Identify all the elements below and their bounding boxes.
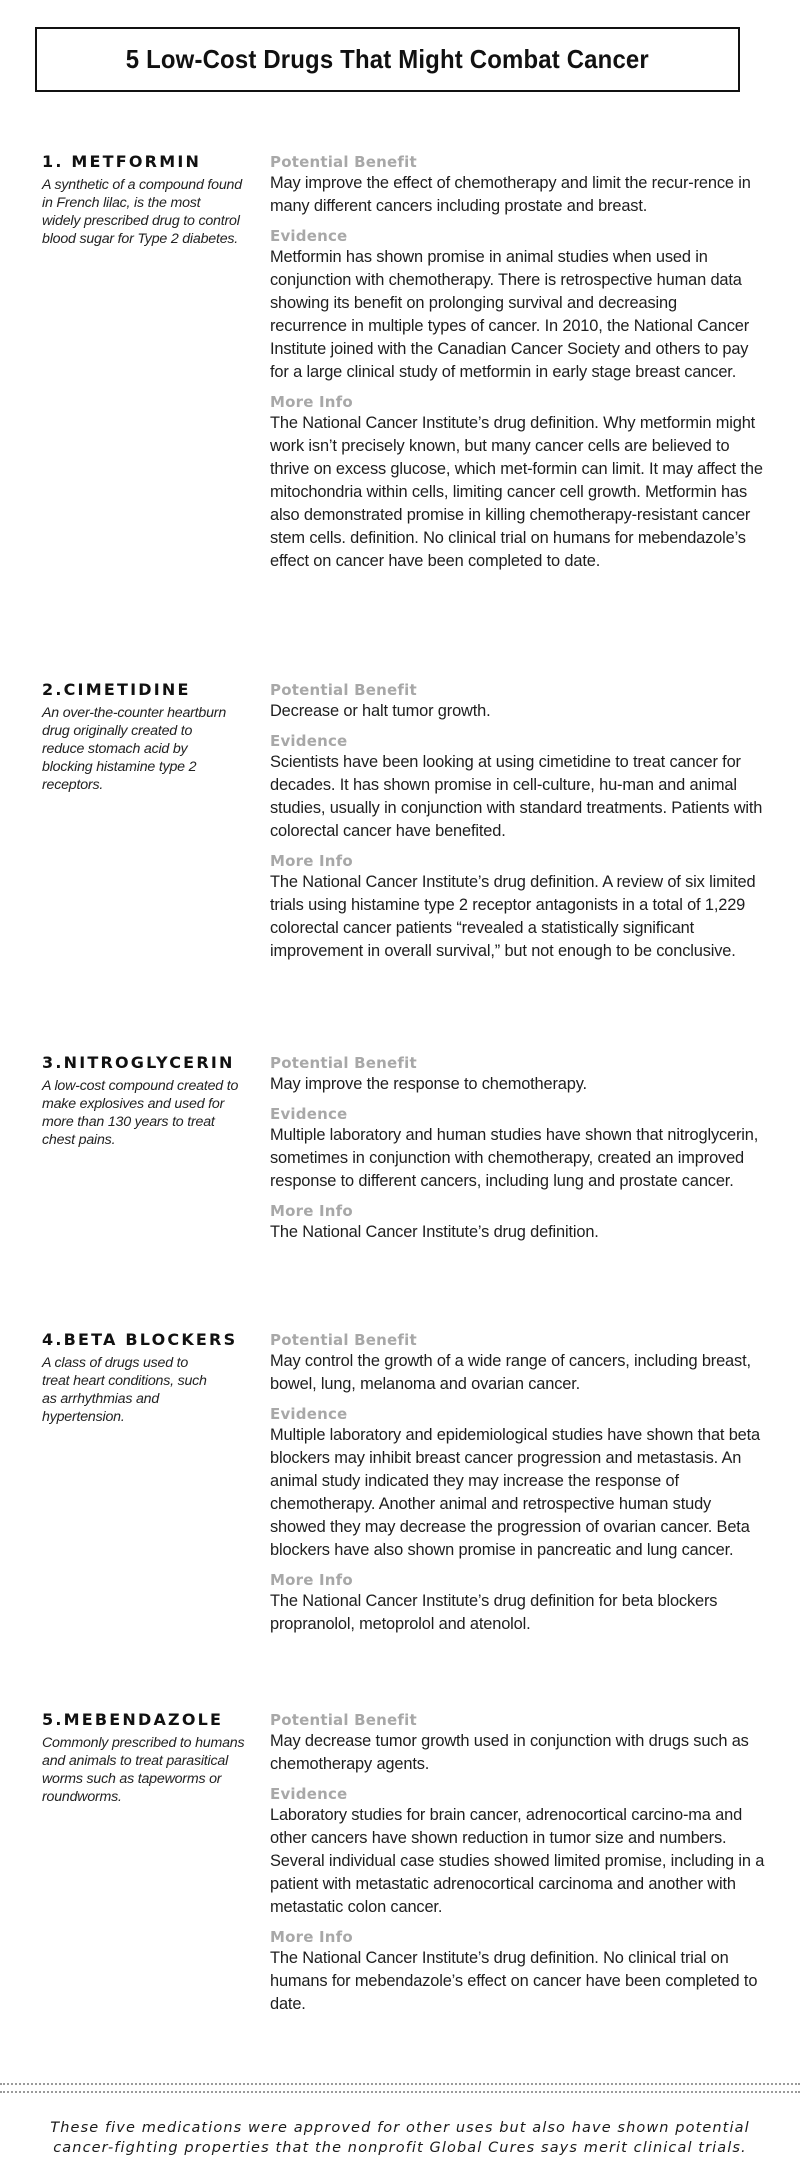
more-info-text: The National Cancer Institute’s drug definition for beta blockers propranolol, metoprolol and atenolol. bbox=[270, 1592, 718, 1633]
evidence-label: Evidence bbox=[270, 227, 348, 245]
title-box bbox=[35, 27, 740, 92]
page-title: 5 Low-Cost Drugs That Might Combat Cancer bbox=[125, 44, 650, 74]
evidence-text: Scientists have been looking at using cimetidine to treat cancer for decades. It has shown promise in cell-culture, hu-man and animal studies, usually in conjunction with standard treatments. Patients with colorectal cancer have benefited. bbox=[270, 753, 763, 840]
drug-summary bbox=[42, 1330, 252, 1426]
benefit-text: May improve the response to chemotherapy. bbox=[270, 1075, 587, 1093]
more-info-text: The National Cancer Institute’s drug definition. A review of six limited trials using histamine type 2 receptor antagonists in a total of 1,229 colorectal cancer patients “revealed a statistically significant improvement in overall survival,” but not enough to be conclusive. bbox=[270, 873, 756, 960]
drug-description: An over-the-counter heartburn drug originally created to reduce stomach acid by blocking histamine type 2 receptors. bbox=[42, 705, 227, 793]
drug-details bbox=[270, 680, 770, 971]
evidence-label: Evidence bbox=[270, 732, 348, 750]
drug-summary bbox=[42, 680, 252, 794]
benefit-label: Potential Benefit bbox=[270, 1054, 417, 1072]
benefit-text: Decrease or halt tumor growth. bbox=[270, 702, 491, 720]
benefit-text: May improve the effect of chemotherapy and limit the recur-rence in many different cancers including prostate and breast. bbox=[270, 174, 751, 215]
divider-dotted bbox=[0, 2091, 800, 2093]
benefit-text: May control the growth of a wide range of cancers, including breast, bowel, lung, melanoma and ovarian cancer. bbox=[270, 1352, 751, 1393]
drug-description: Commonly prescribed to humans and animals to treat parasitical worms such as tapeworms or roundworms. bbox=[42, 1735, 245, 1805]
more-info-label: More Info bbox=[270, 393, 353, 411]
evidence-label: Evidence bbox=[270, 1105, 348, 1123]
drug-name: 1. METFORMIN bbox=[42, 152, 202, 171]
drug-details bbox=[270, 152, 770, 581]
evidence-text: Multiple laboratory and epidemiological studies have shown that beta blockers may inhibit breast cancer progression and metastasis. An animal study indicated they may increase the response of chemotherapy. Another animal and retrospective human study showed they may decrease the progression of ovarian cancer. Beta blockers have also shown promise in pancreatic and lung cancer. bbox=[270, 1426, 761, 1559]
more-info-text: The National Cancer Institute’s drug definition. Why metformin might work isn’t precisely known, but many cancer cells are believed to thrive on excess glucose, which met-formin can limit. It may affect the mitochondria within cells, limiting cancer cell growth. Metformin has also demonstrated promise in killing chemotherapy-resistant cancer stem cells. definition. No clinical trial on humans for mebendazole’s effect on cancer have been completed to date. bbox=[270, 414, 763, 570]
drug-name: 5.MEBENDAZOLE bbox=[42, 1710, 224, 1729]
more-info-label: More Info bbox=[270, 852, 353, 870]
evidence-text: Multiple laboratory and human studies have shown that nitroglycerin, sometimes in conjunction with chemotherapy, created an improved response to different cancers, including lung and prostate cancer. bbox=[270, 1126, 759, 1190]
footer-line: cancer-fighting properties that the nonprofit Global Cures says merit clinical trials. bbox=[53, 2140, 747, 2156]
more-info-label: More Info bbox=[270, 1928, 353, 1946]
drug-name: 4.BETA BLOCKERS bbox=[42, 1330, 238, 1349]
drug-name: 2.CIMETIDINE bbox=[42, 680, 191, 699]
footer-note bbox=[0, 2118, 800, 2158]
drug-summary bbox=[42, 1053, 252, 1149]
drug-summary bbox=[42, 1710, 252, 1806]
footer-line: These five medications were approved for other uses but also have shown potential bbox=[50, 2120, 750, 2136]
drug-details bbox=[270, 1710, 770, 2024]
more-info-label: More Info bbox=[270, 1571, 353, 1589]
evidence-label: Evidence bbox=[270, 1405, 348, 1423]
benefit-label: Potential Benefit bbox=[270, 1331, 417, 1349]
benefit-label: Potential Benefit bbox=[270, 1711, 417, 1729]
benefit-label: Potential Benefit bbox=[270, 681, 417, 699]
more-info-text: The National Cancer Institute’s drug definition. bbox=[270, 1223, 599, 1241]
drug-name: 3.NITROGLYCERIN bbox=[42, 1053, 235, 1072]
benefit-text: May decrease tumor growth used in conjunction with drugs such as chemotherapy agents. bbox=[270, 1732, 749, 1773]
divider-dotted bbox=[0, 2083, 800, 2085]
evidence-text: Laboratory studies for brain cancer, adrenocortical carcino-ma and other cancers have shown reduction in tumor size and numbers. Several individual case studies showed limited promise, including in a patient with metastatic adrenocortical carcinoma and another with metastatic colon cancer. bbox=[270, 1806, 765, 1916]
drug-description: A low-cost compound created to make explosives and used for more than 130 years to treat chest pains. bbox=[42, 1078, 239, 1148]
evidence-label: Evidence bbox=[270, 1785, 348, 1803]
drug-details bbox=[270, 1330, 770, 1644]
more-info-label: More Info bbox=[270, 1202, 353, 1220]
drug-description: A class of drugs used to treat heart conditions, such as arrhythmias and hypertension. bbox=[42, 1355, 207, 1425]
drug-summary bbox=[42, 152, 252, 248]
drug-description: A synthetic of a compound found in French lilac, is the most widely prescribed drug to control blood sugar for Type 2 diabetes. bbox=[42, 177, 242, 247]
evidence-text: Metformin has shown promise in animal studies when used in conjunction with chemotherapy. There is retrospective human data showing its benefit on prolonging survival and decreasing recurrence in multiple types of cancer. In 2010, the National Cancer Institute joined with the Canadian Cancer Society and others to pay for a large clinical study of metformin in early stage breast cancer. bbox=[270, 248, 750, 381]
benefit-label: Potential Benefit bbox=[270, 153, 417, 171]
more-info-text: The National Cancer Institute’s drug definition. No clinical trial on humans for mebendazole’s effect on cancer have been completed to date. bbox=[270, 1949, 758, 2013]
drug-details bbox=[270, 1053, 770, 1252]
